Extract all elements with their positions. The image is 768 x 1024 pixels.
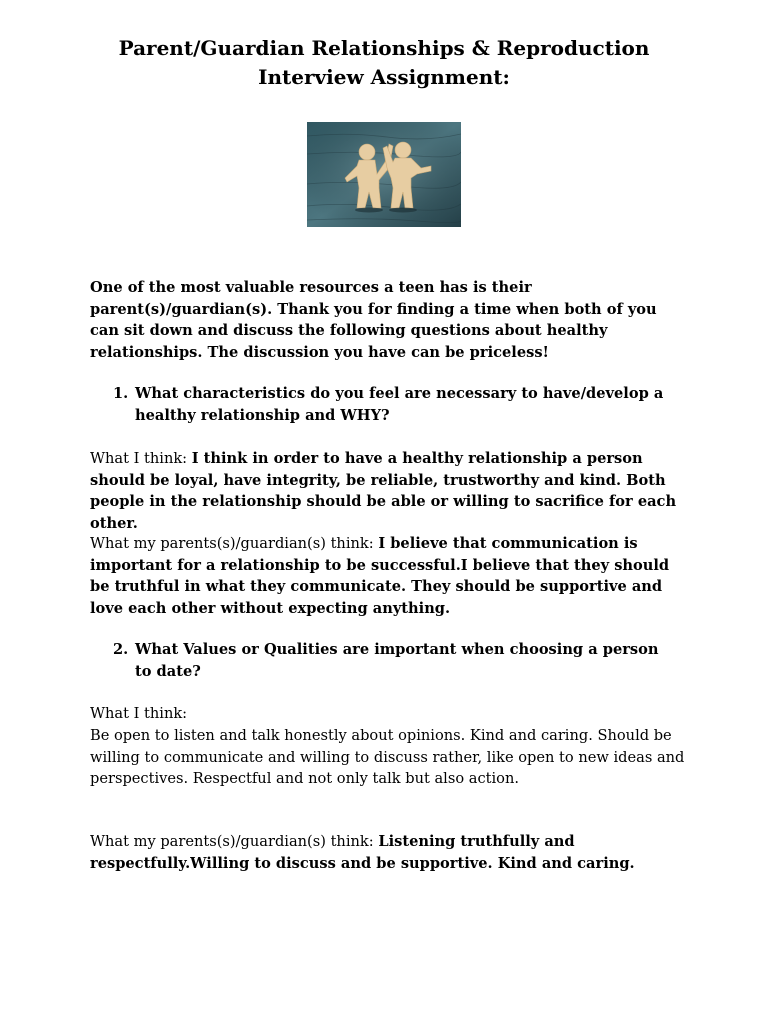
question-2-student-answer: Be open to listen and talk honestly about opinions. Kind and caring. Should be willing to communicate and willing to discuss rather, like open to new ideas and perspectives. Respectful and not only talk but also action.: [90, 727, 685, 787]
student-answer: I think in order to have a healthy relationship a person should be loyal, have integrity, be reliable, trustworthy and kind. Both people in the relationship should be able or willing to sacrifice for each other.: [90, 450, 677, 532]
question-1-student-answer: [90, 448, 690, 534]
parent-answer: I believe that communication is important for a relationship to be successful.I believe that they should be truthful in what they communicate. They should be supportive and love each other without expecting anything.: [90, 535, 670, 617]
question-1-parent-answer: [90, 533, 690, 619]
parent-answer: Listening truthfully and respectfully.Willing to discuss and be supportive. Kind and caring.: [90, 833, 635, 872]
page-title: [0, 34, 768, 92]
question-1-number: 1.: [113, 385, 129, 402]
question-1: [113, 383, 673, 426]
title-line-1: Parent/Guardian Relationships & Reproduction: [118, 36, 650, 60]
parent-label: What my parents(s)/guardian(s) think:: [90, 833, 374, 850]
paper-people-photo: [307, 122, 461, 227]
question-1-text: What characteristics do you feel are necessary to have/develop a healthy relationship and WHY?: [135, 385, 664, 424]
intro-paragraph: One of the most valuable resources a teen has is their parent(s)/guardian(s). Thank you for finding a time when both of you can sit down and discuss the following questions about healthy relationships. The discussion you have can be priceless!: [90, 279, 657, 361]
question-2-text: What Values or Qualities are important when choosing a person to date?: [135, 641, 659, 680]
student-label: What I think:: [90, 450, 188, 467]
paper-people-illustration: [307, 122, 461, 227]
question-2: [113, 639, 673, 682]
question-2-number: 2.: [113, 641, 129, 658]
question-2-parent-answer: [90, 831, 650, 874]
parent-label: What my parents(s)/guardian(s) think:: [90, 535, 374, 552]
question-2-student-label: What I think:: [90, 705, 188, 722]
title-line-2: Interview Assignment:: [258, 65, 510, 89]
